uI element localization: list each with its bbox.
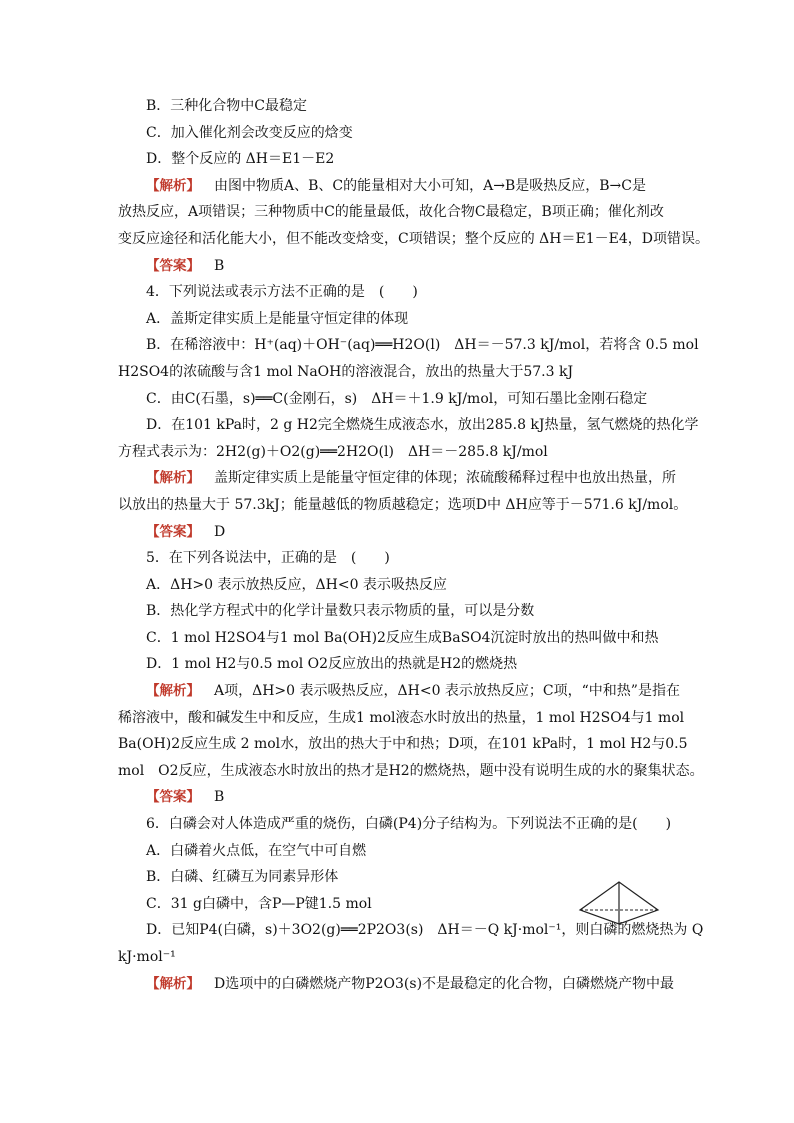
text-line (118, 386, 680, 413)
document-body (118, 93, 709, 997)
line-text: B．在稀溶液中：H⁺(aq)＋OH⁻(aq)══H2O(l) ΔH＝－57.3 kJ/mol，若将含 0.5 mol (146, 337, 699, 354)
text-line (118, 572, 680, 599)
answer-line (118, 519, 680, 546)
line-text: C．加入催化剂会改变反应的焓变 (146, 124, 353, 141)
line-text: kJ·mol⁻¹ (118, 949, 176, 965)
line-text: C．1 mol H2SO4与1 mol Ba(OH)2反应生成BaSO4沉淀时放出的热叫做中和热 (146, 629, 659, 646)
text-line (118, 598, 680, 625)
p4-tetrahedron-icon (576, 880, 662, 926)
text-line (118, 731, 688, 758)
answer-line (118, 678, 680, 705)
text-line (118, 306, 680, 333)
line-text: 放热反应，A项错误；三种物质中C的能量最低，故化合物C最稳定，B项正确；催化剂改 (118, 204, 664, 221)
answer-line (118, 971, 680, 998)
section-tag: 【答案】 (146, 523, 200, 540)
line-text: D选项中的白磷燃烧产物P2O3(s)不是最稳定的化合物，白磷燃烧产物中最 (214, 975, 675, 992)
line-text: D．在101 kPa时，2 g H2完全燃烧生成液态水，放出285.8 kJ热量，氢气燃烧的热化学 (146, 417, 699, 434)
text-line (118, 625, 680, 652)
text-line (118, 93, 680, 120)
line-text: B．白磷、红磷互为同素异形体 (146, 869, 339, 886)
line-text: B (214, 789, 225, 806)
line-text: 5．在下列各说法中，正确的是 ( ) (146, 550, 390, 567)
answer-line (118, 253, 680, 280)
text-line (118, 492, 688, 519)
text-line (118, 838, 680, 865)
text-line (118, 758, 704, 785)
text-line (118, 359, 680, 386)
text-line (118, 199, 680, 226)
line-text: B (214, 257, 225, 274)
line-text: 盖斯定律实质上是能量守恒定律的体现；浓硫酸稀释过程中也放出热量，所 (214, 470, 676, 487)
line-text: 4．下列说法或表示方法不正确的是 ( ) (146, 284, 418, 301)
text-line (118, 944, 680, 971)
text-line (118, 651, 680, 678)
line-text: 以放出的热量大于 57.3kJ；能量越低的物质越稳定；选项D中 ΔH应等于－571.6 kJ/mol。 (118, 496, 688, 513)
text-line (118, 332, 699, 359)
answer-line (118, 465, 680, 492)
line-text: D．整个反应的 ΔH＝E1－E2 (146, 151, 335, 168)
answer-line (118, 173, 680, 200)
text-line (118, 226, 709, 253)
line-text: 方程式表示为：2H2(g)＋O2(g)══2H2O(l) ΔH＝－285.8 kJ/mol (118, 443, 548, 460)
text-line (118, 146, 680, 173)
text-line (118, 279, 680, 306)
line-text: C．由C(石墨，s)══C(金刚石，s) ΔH＝＋1.9 kJ/mol，可知石墨比金刚石稳定 (146, 390, 648, 407)
line-text: D．1 mol H2与0.5 mol O2反应放出的热就是H2的燃烧热 (146, 656, 518, 673)
line-text: Ba(OH)2反应生成 2 mol水，放出的热大于中和热；D项，在101 kPa时，1 mol H2与0.5 (118, 736, 688, 753)
section-tag: 【答案】 (146, 789, 200, 806)
line-text: 变反应途径和活化能大小，但不能改变焓变，C项错误；整个反应的 ΔH＝E1－E4，D项错误。 (118, 230, 709, 247)
section-tag: 【答案】 (146, 257, 200, 274)
line-text: A．白磷着火点低，在空气中可自燃 (146, 842, 367, 859)
line-text: A项，ΔH>0 表示吸热反应，ΔH<0 表示放热反应；C项，“中和热”是指在 (214, 683, 680, 700)
text-line (118, 545, 680, 572)
line-text: B．热化学方程式中的化学计量数只表示物质的量，可以是分数 (146, 603, 535, 620)
line-text: 稀溶液中，酸和碱发生中和反应，生成1 mol液态水时放出的热量，1 mol H2SO4与1 mol (118, 709, 685, 726)
line-text: D．已知P4(白磷，s)＋3O2(g)══2P2O3(s) ΔH＝－Q kJ·mol⁻¹，则白磷的燃烧热为 Q (146, 922, 704, 939)
line-text: 由图中物质A、B、C的能量相对大小可知，A→B是吸热反应，B→C是 (214, 177, 646, 194)
line-text: mol O2反应，生成液态水时放出的热才是H2的燃烧热，题中没有说明生成的水的聚集状态。 (118, 762, 704, 779)
text-line (118, 120, 680, 147)
answer-line (118, 784, 680, 811)
line-text: C．31 g白磷中，含P—P键1.5 mol (146, 895, 372, 912)
line-text: A．盖斯定律实质上是能量守恒定律的体现 (146, 310, 409, 327)
text-line (118, 412, 699, 439)
section-tag: 【解析】 (146, 470, 200, 487)
section-tag: 【解析】 (146, 975, 200, 992)
line-text: 6．白磷会对人体造成严重的烧伤，白磷(P4)分子结构为。下列说法不正确的是( ) (146, 816, 672, 833)
line-text: H2SO4的浓硫酸与含1 mol NaOH的溶液混合，放出的热量大于57.3 kJ (118, 363, 574, 380)
text-line (118, 439, 680, 466)
line-text: B．三种化合物中C最稳定 (146, 98, 307, 114)
text-line (118, 705, 685, 732)
line-text: D (214, 523, 226, 540)
section-tag: 【解析】 (146, 683, 200, 700)
text-line (118, 811, 680, 838)
section-tag: 【解析】 (146, 177, 200, 194)
line-text: A．ΔH>0 表示放热反应，ΔH<0 表示吸热反应 (146, 576, 447, 593)
